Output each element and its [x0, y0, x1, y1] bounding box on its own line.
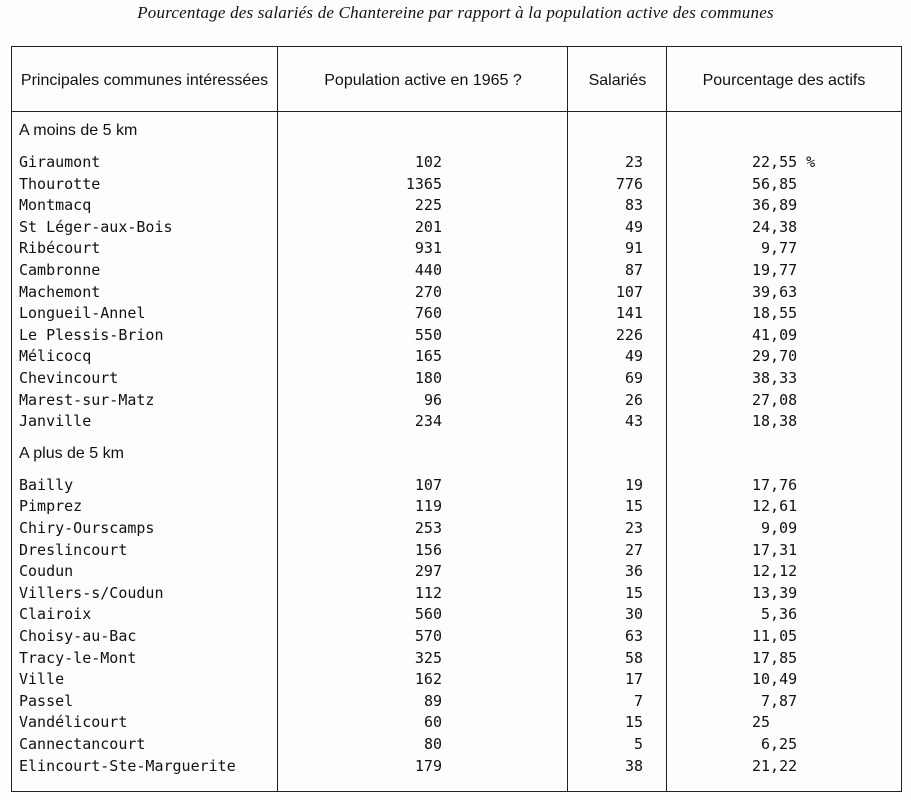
cell-population: 60 [423, 713, 442, 732]
cell-pourcentage: 18,38 [752, 412, 798, 431]
cell-salaries: 226 [615, 325, 643, 344]
cell-pourcentage: 17,76 [752, 475, 798, 494]
cell-salaries: 69 [624, 369, 643, 387]
cell-salaries: 17 [624, 670, 643, 689]
cell-population: 107 [414, 475, 442, 494]
cell-pourcentage: 38,33 [752, 369, 798, 387]
cell-pourcentage: 10,49 [752, 670, 798, 689]
cell-commune: Cambronne [19, 261, 101, 279]
cell-salaries: 5 [633, 735, 643, 753]
cell-salaries: 776 [615, 174, 643, 193]
header-population: Population active en 1965 ? [324, 71, 522, 89]
cell-pourcentage: 18,55 [752, 304, 798, 323]
cell-population: 550 [414, 325, 442, 344]
cell-pourcentage: 25 [752, 713, 771, 732]
cell-commune: Cannectancourt [19, 735, 146, 753]
data-table [11, 46, 902, 792]
cell-population: 162 [414, 670, 442, 689]
cell-salaries: 36 [624, 562, 643, 581]
cell-population: 225 [414, 196, 442, 215]
cell-commune: Ribécourt [19, 239, 101, 258]
cell-population: 560 [414, 605, 442, 624]
cell-population: 180 [414, 369, 442, 387]
cell-pourcentage: 5,36 [761, 605, 798, 624]
cell-pourcentage: 56,85 [752, 174, 798, 193]
cell-salaries: 27 [624, 540, 643, 559]
cell-population: 325 [414, 648, 442, 667]
cell-salaries: 43 [624, 412, 643, 431]
cell-commune: Coudun [19, 562, 74, 581]
cell-commune: Clairoix [19, 605, 92, 624]
column-divider [277, 47, 278, 791]
cell-pourcentage: 13,39 [752, 583, 798, 602]
cell-pourcentage: 7,87 [761, 691, 798, 710]
cell-population: 119 [414, 497, 442, 516]
cell-commune: Choisy-au-Bac [19, 627, 137, 645]
cell-population: 156 [414, 540, 442, 559]
cell-population: 80 [423, 735, 442, 753]
cell-salaries: 38 [624, 756, 643, 775]
cell-salaries: 30 [624, 605, 643, 624]
table-caption: Pourcentage des salariés de Chantereine par rapport à la population active des communes [137, 3, 774, 22]
cell-commune: Dreslincourt [19, 540, 128, 559]
cell-commune: Bailly [19, 475, 74, 494]
cell-population: 297 [414, 562, 442, 581]
section-label: A plus de 5 km [19, 444, 124, 462]
section-label: A moins de 5 km [19, 122, 138, 139]
cell-pourcentage: 9,77 [761, 239, 798, 258]
cell-salaries: 87 [624, 261, 643, 279]
cell-commune: Janville [19, 412, 92, 431]
cell-pourcentage: 21,22 [752, 756, 798, 775]
header-pourcentage: Pourcentage des actifs [702, 71, 866, 89]
cell-commune: Chiry-Ourscamps [19, 519, 155, 537]
cell-pourcentage: 36,89 [752, 196, 798, 215]
cell-commune: Montmacq [19, 196, 92, 215]
cell-commune: Le Plessis-Brion [19, 325, 164, 344]
cell-pourcentage: 9,09 [761, 519, 798, 537]
cell-salaries: 107 [615, 282, 643, 301]
cell-population: 179 [414, 756, 442, 775]
cell-population: 440 [414, 261, 442, 279]
column-divider [666, 47, 667, 791]
cell-commune: Machemont [19, 282, 101, 301]
cell-commune: Ville [19, 670, 65, 689]
cell-commune: Longueil-Annel [19, 304, 146, 323]
cell-salaries: 19 [624, 475, 643, 494]
cell-population: 931 [414, 239, 442, 258]
cell-population: 1365 [405, 174, 442, 193]
cell-population: 201 [414, 217, 442, 236]
cell-commune: Vandélicourt [19, 713, 128, 732]
column-divider [567, 47, 568, 791]
cell-population: 570 [414, 627, 442, 645]
cell-population: 89 [423, 691, 442, 710]
cell-commune: Thourotte [19, 174, 101, 193]
cell-salaries: 141 [615, 304, 643, 323]
cell-pourcentage: 17,85 [752, 648, 798, 667]
cell-salaries: 23 [624, 153, 643, 171]
cell-commune: Pimprez [19, 497, 83, 516]
cell-salaries: 63 [624, 627, 643, 645]
cell-pourcentage: 24,38 [752, 217, 798, 236]
cell-commune: Mélicocq [19, 347, 92, 366]
cell-population: 760 [414, 304, 442, 323]
cell-commune: Villers-s/Coudun [19, 583, 164, 602]
cell-salaries: 23 [624, 519, 643, 537]
cell-population: 102 [414, 153, 442, 171]
cell-salaries: 15 [624, 497, 643, 516]
cell-pourcentage: 27,08 [752, 390, 798, 409]
cell-pourcentage: 12,61 [752, 497, 798, 516]
cell-salaries: 15 [624, 713, 643, 732]
cell-population: 270 [414, 282, 442, 301]
header-salaries: Salariés [588, 71, 647, 89]
cell-pourcentage: 11,05 [752, 627, 798, 645]
cell-salaries: 15 [624, 583, 643, 602]
header-commune: Principales communes intéressées [20, 71, 269, 89]
cell-population: 234 [414, 412, 442, 431]
cell-salaries: 49 [624, 347, 643, 366]
cell-pourcentage: 17,31 [752, 540, 798, 559]
cell-salaries: 83 [624, 196, 643, 215]
cell-pourcentage: 6,25 [761, 735, 798, 753]
cell-commune: Chevincourt [19, 369, 119, 387]
cell-pourcentage: 22,55 % [752, 153, 816, 171]
cell-population: 253 [414, 519, 442, 537]
cell-pourcentage: 39,63 [752, 282, 798, 301]
cell-commune: St Léger-aux-Bois [19, 217, 173, 236]
cell-commune: Giraumont [19, 153, 101, 171]
cell-commune: Marest-sur-Matz [19, 390, 155, 409]
cell-salaries: 26 [624, 390, 643, 409]
cell-pourcentage: 41,09 [752, 325, 798, 344]
cell-salaries: 49 [624, 217, 643, 236]
cell-population: 96 [423, 390, 442, 409]
cell-pourcentage: 29,70 [752, 347, 798, 366]
cell-population: 165 [414, 347, 442, 366]
cell-pourcentage: 12,12 [752, 562, 798, 581]
cell-salaries: 58 [624, 648, 643, 667]
cell-pourcentage: 19,77 [752, 261, 798, 279]
cell-salaries: 91 [624, 239, 643, 258]
cell-commune: Tracy-le-Mont [19, 648, 137, 667]
cell-commune: Passel [19, 691, 74, 710]
cell-commune: Elincourt-Ste-Marguerite [19, 756, 236, 775]
cell-salaries: 7 [633, 691, 643, 710]
cell-population: 112 [414, 583, 442, 602]
